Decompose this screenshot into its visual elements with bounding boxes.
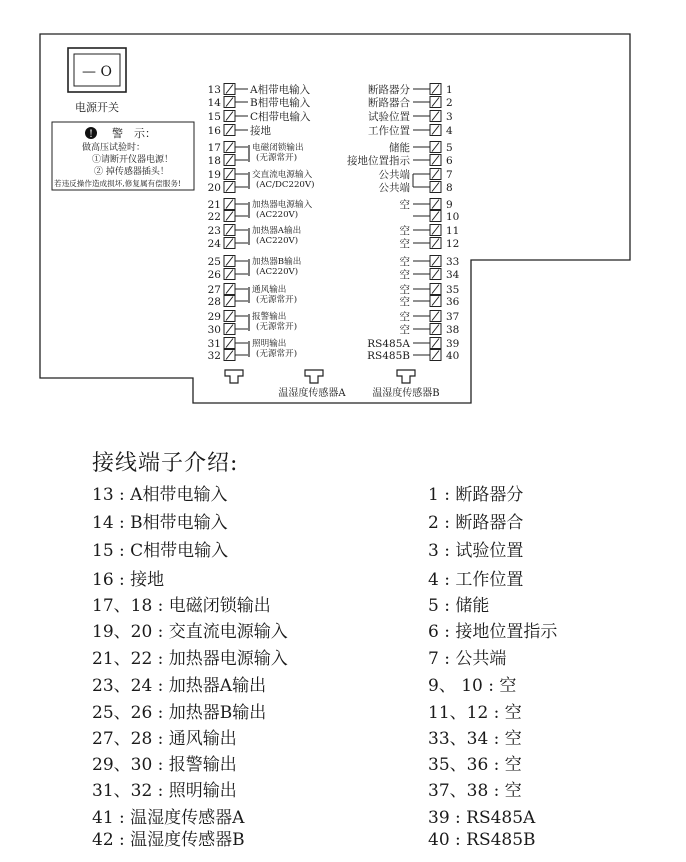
terminal-screw	[432, 239, 439, 248]
terminal-group	[235, 224, 301, 246]
terminal-39[interactable]	[367, 338, 459, 351]
terminal-label: C相带电输入	[250, 111, 311, 123]
terminal-27[interactable]	[208, 284, 235, 297]
group-label: 通风输出	[252, 285, 287, 295]
left-terminal-groups	[235, 141, 314, 359]
warning-line: 做高压试验时：	[82, 143, 146, 153]
terminal-number: 28	[207, 296, 221, 308]
left-list-item: 27、28 : 通风输出	[92, 729, 237, 749]
terminal-group	[235, 141, 304, 163]
terminal-number: 15	[207, 111, 221, 123]
terminal-screw	[432, 126, 439, 135]
terminal-group	[235, 198, 313, 220]
group-label: 加热器A输出	[252, 226, 302, 236]
terminal-5[interactable]	[389, 141, 453, 154]
terminal-8[interactable]	[379, 181, 453, 194]
terminal-16[interactable]	[208, 124, 272, 137]
terminal-12[interactable]	[400, 237, 460, 250]
terminal-31[interactable]	[208, 338, 235, 351]
group-label: 加热器B输出	[252, 257, 302, 267]
switch-symbol: — O	[82, 64, 112, 80]
terminal-screw	[432, 325, 439, 334]
terminal-label: 空	[399, 284, 410, 296]
terminal-label: RS485B	[367, 350, 410, 362]
sensor-label: 温湿度传感器A	[278, 388, 346, 399]
terminal-screw	[432, 226, 439, 235]
terminal-25[interactable]	[208, 256, 235, 269]
terminal-number: 10	[446, 211, 460, 223]
terminal-screw	[226, 85, 233, 94]
left-list-item: 19、20 : 交直流电源输入	[92, 622, 288, 642]
terminal-screw	[226, 270, 233, 279]
sensor-connector-icon[interactable]	[397, 370, 415, 383]
terminal-group	[235, 337, 297, 359]
terminal-number: 32	[207, 350, 221, 362]
terminal-label: 空	[399, 225, 410, 237]
terminal-screw	[432, 257, 439, 266]
group-sublabel: (无源常开)	[256, 295, 298, 305]
right-terminal-strip	[347, 83, 460, 362]
terminal-label: B相带电输入	[250, 97, 311, 109]
terminal-label: 空	[399, 324, 410, 336]
terminal-label: 储能	[389, 142, 410, 154]
terminal-13[interactable]	[208, 83, 311, 96]
left-list-item: 17、18 : 电磁闭锁输出	[92, 596, 271, 616]
sensor-connector-icon[interactable]	[225, 370, 243, 383]
terminal-screw	[226, 126, 233, 135]
terminal-screw	[226, 212, 233, 221]
left-list-item: 42 : 温湿度传感器B	[92, 830, 245, 850]
terminal-number: 22	[207, 211, 221, 223]
power-switch-label: 电源开关	[75, 101, 119, 114]
terminal-screw	[432, 98, 439, 107]
sensor-label: 温湿度传感器B	[372, 388, 440, 399]
terminal-number: 20	[207, 182, 221, 194]
terminal-7[interactable]	[379, 168, 453, 181]
left-list-item: 21、22 : 加热器电源输入	[92, 649, 288, 669]
group-sublabel: (无源常开)	[256, 349, 298, 359]
group-sublabel: (AC220V)	[256, 236, 299, 246]
terminal-number: 3	[446, 111, 453, 123]
terminal-label: RS485A	[367, 338, 410, 350]
terminal-32[interactable]	[208, 350, 235, 363]
terminal-24[interactable]	[208, 238, 235, 251]
terminal-number: 16	[207, 125, 221, 137]
terminal-number: 27	[207, 284, 221, 296]
terminal-screw	[226, 98, 233, 107]
right-list-item: 37、38 : 空	[428, 781, 522, 801]
terminal-number: 1	[446, 84, 453, 96]
terminal-screw	[226, 112, 233, 121]
terminal-1[interactable]	[368, 83, 453, 96]
svg-text:!: !	[88, 129, 94, 140]
terminal-screw	[432, 170, 439, 179]
right-list-item: 6 : 接地位置指示	[428, 622, 558, 642]
terminal-screw	[226, 312, 233, 321]
left-list-item: 41 : 温湿度传感器A	[92, 808, 245, 828]
terminal-label: 接地	[250, 125, 271, 137]
terminal-screw	[432, 85, 439, 94]
terminal-screw	[432, 312, 439, 321]
terminal-4[interactable]	[368, 124, 453, 137]
terminal-screw	[226, 351, 233, 360]
terminal-label: 空	[399, 269, 410, 281]
terminal-screw	[432, 156, 439, 165]
warning-line: ② 掉传感器插头！	[94, 167, 169, 177]
right-list-item: 35、36 : 空	[428, 755, 522, 775]
terminal-group	[235, 168, 314, 190]
terminal-label: 公共端	[378, 169, 410, 181]
terminal-label: 工作位置	[368, 125, 410, 137]
group-label: 加热器电源输入	[252, 200, 313, 210]
terminal-number: 25	[207, 256, 221, 268]
terminal-19[interactable]	[208, 169, 235, 182]
left-list-item: 31、32 : 照明输出	[92, 781, 237, 801]
group-label: 照明输出	[252, 339, 287, 349]
terminal-number: 23	[207, 225, 221, 237]
terminal-number: 40	[446, 350, 460, 362]
sensor-connectors	[225, 370, 440, 399]
terminal-screw	[432, 200, 439, 209]
group-label: 交直流电源输入	[252, 170, 313, 180]
terminal-number: 11	[446, 225, 460, 237]
terminal-number: 38	[446, 324, 460, 336]
left-list-item: 29、30 : 报警输出	[92, 755, 237, 775]
terminal-11[interactable]	[400, 224, 460, 237]
terminal-label: 空	[399, 256, 410, 268]
terminal-number: 12	[446, 238, 460, 250]
terminal-screw	[432, 143, 439, 152]
right-list-item: 39 : RS485A	[428, 808, 536, 828]
terminal-screw	[226, 143, 233, 152]
terminal-screw	[432, 297, 439, 306]
terminal-29[interactable]	[208, 311, 235, 324]
sensor-connector-icon[interactable]	[305, 370, 323, 383]
terminal-screw	[226, 239, 233, 248]
terminal-6[interactable]	[347, 154, 453, 167]
terminal-10[interactable]	[413, 211, 459, 224]
terminal-number: 36	[446, 296, 460, 308]
terminal-label: 断路器合	[368, 97, 410, 109]
terminal-number: 4	[446, 125, 453, 137]
terminal-group	[235, 310, 297, 332]
left-list-item: 15 : C相带电输入	[92, 541, 229, 561]
terminal-screw	[432, 270, 439, 279]
terminal-40[interactable]	[367, 350, 459, 363]
terminal-screw	[226, 297, 233, 306]
group-sublabel: (AC220V)	[256, 210, 299, 220]
terminal-20[interactable]	[208, 182, 235, 195]
left-list-item: 16 : 接地	[92, 570, 165, 590]
terminal-number: 7	[446, 169, 453, 181]
terminal-label: 断路器分	[368, 84, 410, 96]
terminal-9[interactable]	[400, 198, 453, 211]
terminal-screw	[226, 183, 233, 192]
terminal-number: 17	[207, 142, 221, 154]
intro-title: 接线端子介绍:	[92, 451, 239, 476]
terminal-screw	[226, 325, 233, 334]
group-label: 报警输出	[252, 312, 287, 322]
terminal-number: 18	[207, 155, 221, 167]
terminal-number: 14	[207, 97, 221, 109]
terminal-number: 33	[446, 256, 460, 268]
right-list-item: 1 : 断路器分	[428, 485, 524, 505]
terminal-screw	[226, 170, 233, 179]
warning-title: 警 示：	[112, 127, 156, 140]
terminal-2[interactable]	[368, 96, 453, 109]
group-sublabel: (无源常开)	[256, 153, 298, 163]
terminal-screw	[226, 339, 233, 348]
left-list-item: 14 : B相带电输入	[92, 513, 228, 533]
terminal-label: 空	[399, 296, 410, 308]
left-list-item: 25、26 : 加热器B输出	[92, 703, 267, 723]
terminal-28[interactable]	[208, 296, 235, 309]
terminal-number: 13	[207, 84, 221, 96]
terminal-screw	[432, 339, 439, 348]
right-list-item: 11、12 : 空	[428, 703, 522, 723]
right-list-item: 7 : 公共端	[428, 649, 507, 669]
terminal-number: 8	[446, 182, 453, 194]
terminal-36[interactable]	[400, 295, 460, 308]
terminal-30[interactable]	[208, 324, 235, 337]
group-label: 电磁闭锁输出	[252, 143, 304, 153]
group-sublabel: (无源常开)	[256, 322, 298, 332]
terminal-number: 5	[446, 142, 453, 154]
terminal-3[interactable]	[368, 110, 453, 123]
terminal-34[interactable]	[400, 268, 460, 281]
terminal-18[interactable]	[208, 155, 235, 168]
terminal-35[interactable]	[400, 283, 460, 296]
right-list-item: 40 : RS485B	[428, 830, 536, 850]
terminal-38[interactable]	[400, 323, 460, 336]
terminal-label: 空	[399, 199, 410, 211]
terminal-33[interactable]	[400, 255, 460, 268]
terminal-number: 35	[446, 284, 460, 296]
right-list-item: 4 : 工作位置	[428, 570, 524, 590]
terminal-label: 空	[399, 238, 410, 250]
terminal-screw	[226, 156, 233, 165]
terminal-number: 9	[446, 199, 453, 211]
terminal-15[interactable]	[208, 110, 311, 123]
terminal-label: 试验位置	[368, 111, 410, 123]
terminal-number: 6	[446, 155, 453, 167]
terminal-label: A相带电输入	[250, 84, 311, 96]
terminal-screw	[432, 285, 439, 294]
right-list-item: 9、 10 : 空	[428, 676, 517, 696]
terminal-screw	[432, 112, 439, 121]
terminal-screw	[226, 257, 233, 266]
terminal-17[interactable]	[208, 142, 235, 155]
terminal-label: 接地位置指示	[347, 155, 410, 167]
terminal-number: 19	[207, 169, 221, 181]
left-list-item: 23、24 : 加热器A输出	[92, 676, 267, 696]
terminal-23[interactable]	[208, 225, 235, 238]
terminal-screw	[226, 200, 233, 209]
left-list-item: 13 : A相带电输入	[92, 485, 228, 505]
warning-line: 若违反操作造成损坏,修复属有偿服务!	[54, 179, 181, 188]
terminal-22[interactable]	[208, 211, 235, 224]
terminal-screw	[432, 183, 439, 192]
terminal-26[interactable]	[208, 269, 235, 282]
warning-line: ①请断开仪器电源！	[92, 155, 174, 165]
terminal-number: 34	[446, 269, 460, 281]
terminal-screw	[432, 212, 439, 221]
panel-outline	[40, 34, 630, 403]
terminal-group	[235, 283, 297, 305]
terminal-number: 31	[207, 338, 221, 350]
terminal-number: 39	[446, 338, 460, 350]
terminal-number: 29	[207, 311, 221, 323]
right-list-item: 3 : 试验位置	[428, 541, 524, 561]
terminal-number: 37	[446, 311, 460, 323]
terminal-number: 21	[207, 199, 221, 211]
terminal-number: 2	[446, 97, 453, 109]
right-list-item: 2 : 断路器合	[428, 513, 524, 533]
terminal-37[interactable]	[400, 310, 460, 323]
terminal-number: 26	[207, 269, 221, 281]
terminal-screw	[432, 351, 439, 360]
group-sublabel: (AC/DC220V)	[256, 180, 315, 190]
terminal-screw	[226, 285, 233, 294]
terminal-label: 公共端	[378, 182, 410, 194]
terminal-14[interactable]	[208, 96, 311, 109]
terminal-number: 30	[207, 324, 221, 336]
terminal-label: 空	[399, 311, 410, 323]
wiring-diagram	[0, 0, 686, 420]
group-sublabel: (AC220V)	[256, 267, 299, 277]
terminal-number: 24	[207, 238, 221, 250]
terminal-screw	[226, 226, 233, 235]
right-list-item: 33、34 : 空	[428, 729, 522, 749]
terminal-21[interactable]	[208, 199, 235, 212]
right-list-item: 5 : 储能	[428, 596, 490, 616]
terminal-group	[235, 255, 301, 277]
